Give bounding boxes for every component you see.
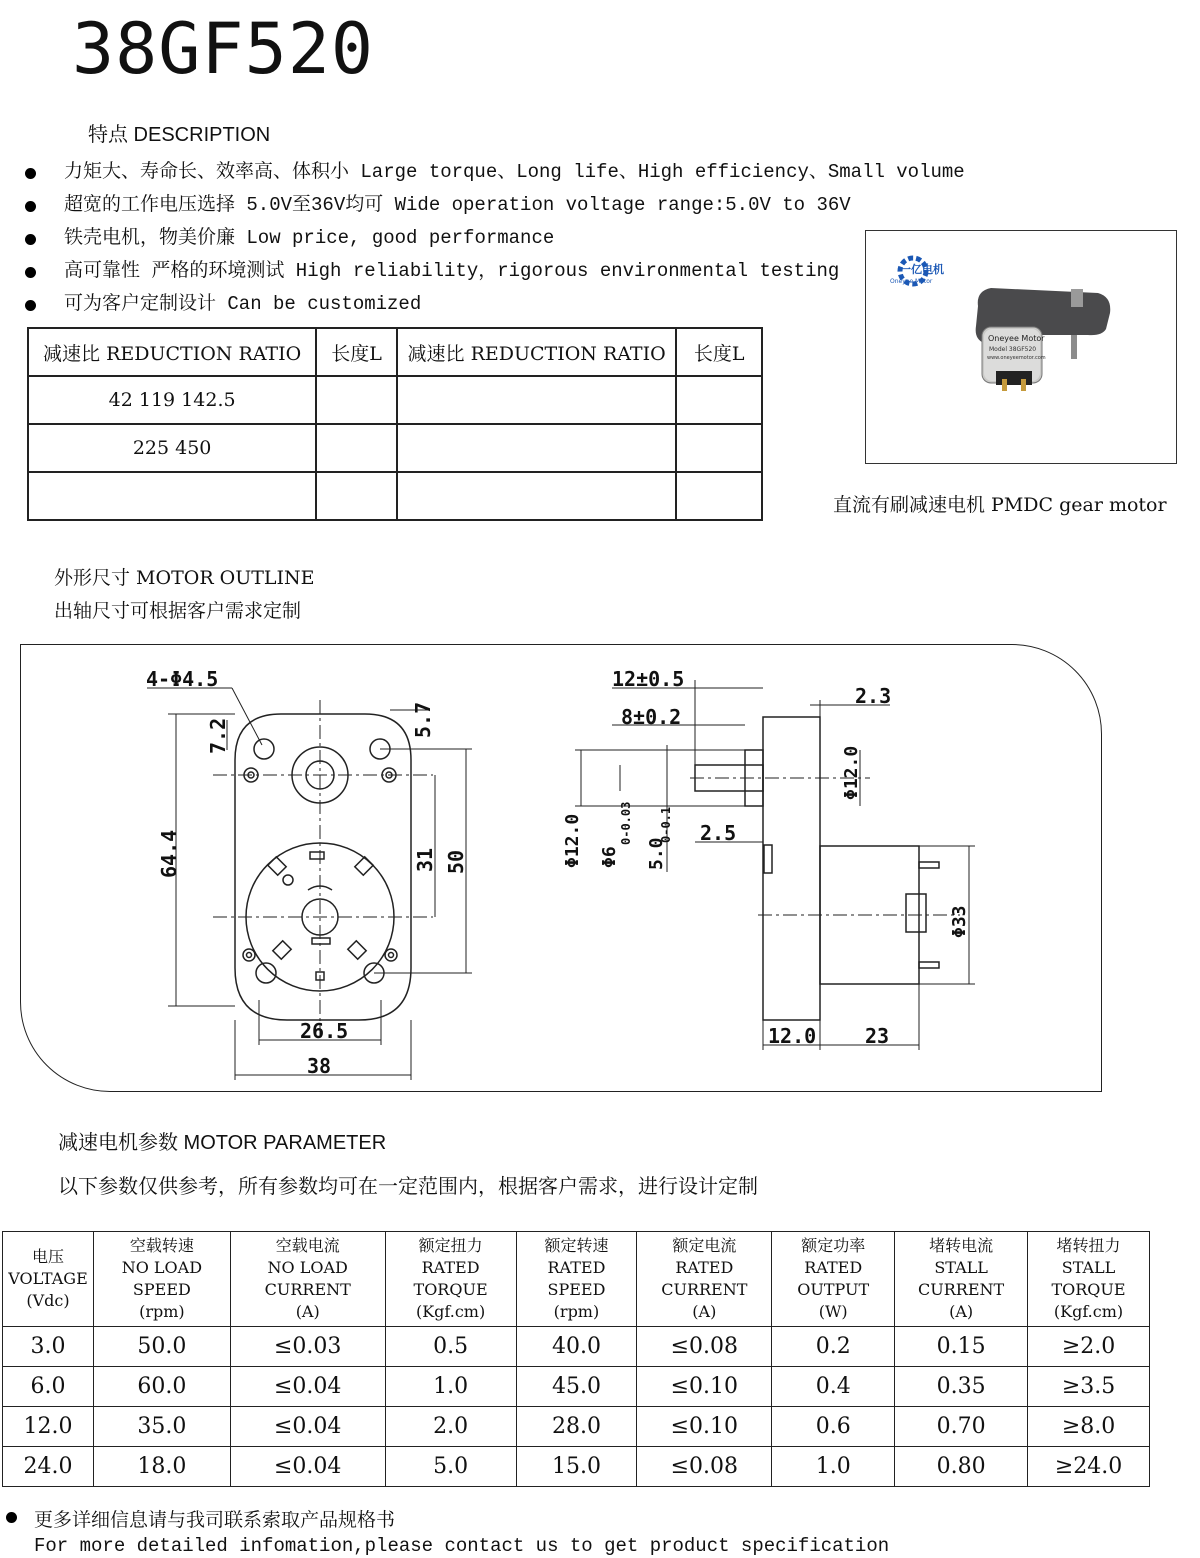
svg-text:www.oneyeemotor.com: www.oneyeemotor.com: [987, 355, 1046, 361]
table-cell: 0.70: [895, 1407, 1028, 1447]
table-row: [28, 424, 762, 472]
table-cell: [316, 376, 397, 424]
table-cell: 12.0: [3, 1407, 94, 1447]
table-cell: ≤0.04: [230, 1407, 385, 1447]
table-row: [28, 376, 762, 424]
dim-phi12-left: Φ12.0: [561, 813, 583, 868]
svg-text:一亿电机: 一亿电机: [900, 263, 944, 276]
table-header: 减速比 REDUCTION RATIO: [397, 328, 676, 376]
gear-motor-image: [866, 231, 1176, 463]
table-cell: 45.0: [516, 1367, 637, 1407]
dim-12-0-5: 12±0.5: [611, 666, 684, 691]
table-cell: 0.6: [772, 1407, 895, 1447]
table-cell: 0.2: [772, 1327, 895, 1367]
dim-7-2: 7.2: [205, 717, 230, 754]
table-header: 额定功率 RATED OUTPUT (W): [772, 1232, 895, 1327]
dim-phi6: Φ6: [598, 845, 620, 868]
table-cell: [676, 376, 762, 424]
table-cell: ≥8.0: [1028, 1407, 1150, 1447]
table-cell: 2.0: [385, 1407, 516, 1447]
table-cell: 28.0: [516, 1407, 637, 1447]
table-cell: 24.0: [3, 1447, 94, 1487]
table-header: 长度L: [676, 328, 762, 376]
table-cell: 0.80: [895, 1447, 1028, 1487]
dim-phi33: Φ33: [948, 904, 970, 938]
table-header: 电压 VOLTAGE (Vdc): [3, 1232, 94, 1327]
table-cell: 35.0: [93, 1407, 230, 1447]
description-heading: 特点 DESCRIPTION: [88, 124, 271, 146]
table-header: 堵转电流 STALL CURRENT (A): [895, 1232, 1028, 1327]
table-header: 空载转速 NO LOAD SPEED (rpm): [93, 1232, 230, 1327]
table-cell: [397, 424, 676, 472]
svg-text:Oneyee Motor: Oneyee Motor: [890, 278, 933, 285]
table-row: [3, 1407, 1150, 1447]
table-cell: ≤0.08: [637, 1327, 772, 1367]
table-row: [28, 328, 762, 376]
table-cell: [397, 376, 676, 424]
svg-text:Oneyee Motor: Oneyee Motor: [988, 334, 1045, 343]
table-cell: 1.0: [772, 1447, 895, 1487]
parameter-heading: 减速电机参数 MOTOR PARAMETER: [58, 1132, 387, 1154]
table-cell: 60.0: [93, 1367, 230, 1407]
table-cell: 0.5: [385, 1327, 516, 1367]
bullet-icon: [25, 234, 36, 245]
table-row: [3, 1447, 1150, 1487]
table-header: 额定电流 RATED CURRENT (A): [637, 1232, 772, 1327]
motor-outline-drawing: [20, 644, 1102, 1092]
dim-2-3: 2.3: [854, 683, 891, 708]
table-header: 减速比 REDUCTION RATIO: [28, 328, 316, 376]
table-cell: ≥2.0: [1028, 1327, 1150, 1367]
table-cell: [397, 472, 676, 520]
table-cell: 42 119 142.5: [28, 376, 316, 424]
table-cell: [316, 472, 397, 520]
table-cell: 6.0: [3, 1367, 94, 1407]
table-cell: ≥3.5: [1028, 1367, 1150, 1407]
dim-8-0-2: 8±0.2: [620, 704, 681, 729]
table-row: [3, 1327, 1150, 1367]
table-cell: 0.15: [895, 1327, 1028, 1367]
dim-12-0: 12.0: [767, 1023, 816, 1048]
table-cell: 15.0: [516, 1447, 637, 1487]
table-row: [28, 472, 762, 520]
table-cell: 50.0: [93, 1327, 230, 1367]
table-cell: ≤0.08: [637, 1447, 772, 1487]
table-cell: 5.0: [385, 1447, 516, 1487]
bullet-icon: [25, 300, 36, 311]
dim-5-0-tol: 0-0.1: [658, 806, 673, 843]
outline-subheading: 出轴尺寸可根据客户需求定制: [54, 600, 302, 622]
technical-drawing: [20, 644, 1100, 1090]
table-cell: ≤0.03: [230, 1327, 385, 1367]
bullet-icon: [25, 201, 36, 212]
table-header: 额定扭力 RATED TORQUE (Kgf.cm): [385, 1232, 516, 1327]
dim-phi6-tol: 0-0.03: [618, 801, 633, 845]
table-cell: 40.0: [516, 1327, 637, 1367]
table-cell: ≤0.10: [637, 1367, 772, 1407]
table-header: 堵转扭力 STALL TORQUE (Kgf.cm): [1028, 1232, 1150, 1327]
bullet-icon: [6, 1512, 17, 1523]
bullet-icon: [25, 168, 36, 179]
table-cell: [676, 472, 762, 520]
dim-50: 50: [443, 849, 468, 874]
dim-31: 31: [412, 847, 437, 872]
table-cell: 18.0: [93, 1447, 230, 1487]
reduction-ratio-table: [27, 327, 763, 521]
table-cell: [28, 472, 316, 520]
motor-parameter-table: [2, 1231, 1150, 1487]
bullet-icon: [25, 267, 36, 278]
dim-23: 23: [864, 1023, 889, 1048]
table-cell: 0.35: [895, 1367, 1028, 1407]
table-cell: ≤0.04: [230, 1367, 385, 1407]
table-header: 空载电流 NO LOAD CURRENT (A): [230, 1232, 385, 1327]
table-cell: ≥24.0: [1028, 1447, 1150, 1487]
table-header: 额定转速 RATED SPEED (rpm): [516, 1232, 637, 1327]
table-header-row: [3, 1232, 1150, 1327]
table-cell: ≤0.10: [637, 1407, 772, 1447]
model-title: 38GF520: [72, 8, 375, 90]
dim-holes: 4-Φ4.5: [145, 666, 218, 691]
outline-heading: 外形尺寸 MOTOR OUTLINE: [54, 567, 315, 589]
dim-2-5: 2.5: [699, 820, 736, 845]
product-photo: [865, 230, 1177, 464]
dim-38: 38: [306, 1053, 331, 1078]
parameter-note: 以下参数仅供参考，所有参数均可在一定范围内，根据客户需求，进行设计定制: [58, 1176, 758, 1198]
photo-caption: 直流有刷减速电机 PMDC gear motor: [833, 494, 1167, 516]
footer-line-en: For more detailed infomation,please contact us to get product specification: [34, 1535, 890, 1557]
table-cell: [316, 424, 397, 472]
dim-5-0: 5.0: [645, 836, 667, 870]
dim-5-7: 5.7: [410, 701, 435, 738]
table-cell: ≤0.04: [230, 1447, 385, 1487]
table-cell: 0.4: [772, 1367, 895, 1407]
table-cell: 3.0: [3, 1327, 94, 1367]
dim-64-4: 64.4: [156, 829, 181, 878]
table-cell: 225 450: [28, 424, 316, 472]
table-cell: 1.0: [385, 1367, 516, 1407]
table-cell: [676, 424, 762, 472]
table-row: [3, 1367, 1150, 1407]
table-header: 长度L: [316, 328, 397, 376]
dim-phi12-right: Φ12.0: [840, 745, 862, 800]
dim-26-5: 26.5: [299, 1018, 348, 1043]
svg-text:Model 38GF520: Model 38GF520: [989, 346, 1037, 353]
footer-line-cn: 更多详细信息请与我司联系索取产品规格书: [34, 1510, 396, 1532]
brand-logo: [890, 258, 944, 285]
